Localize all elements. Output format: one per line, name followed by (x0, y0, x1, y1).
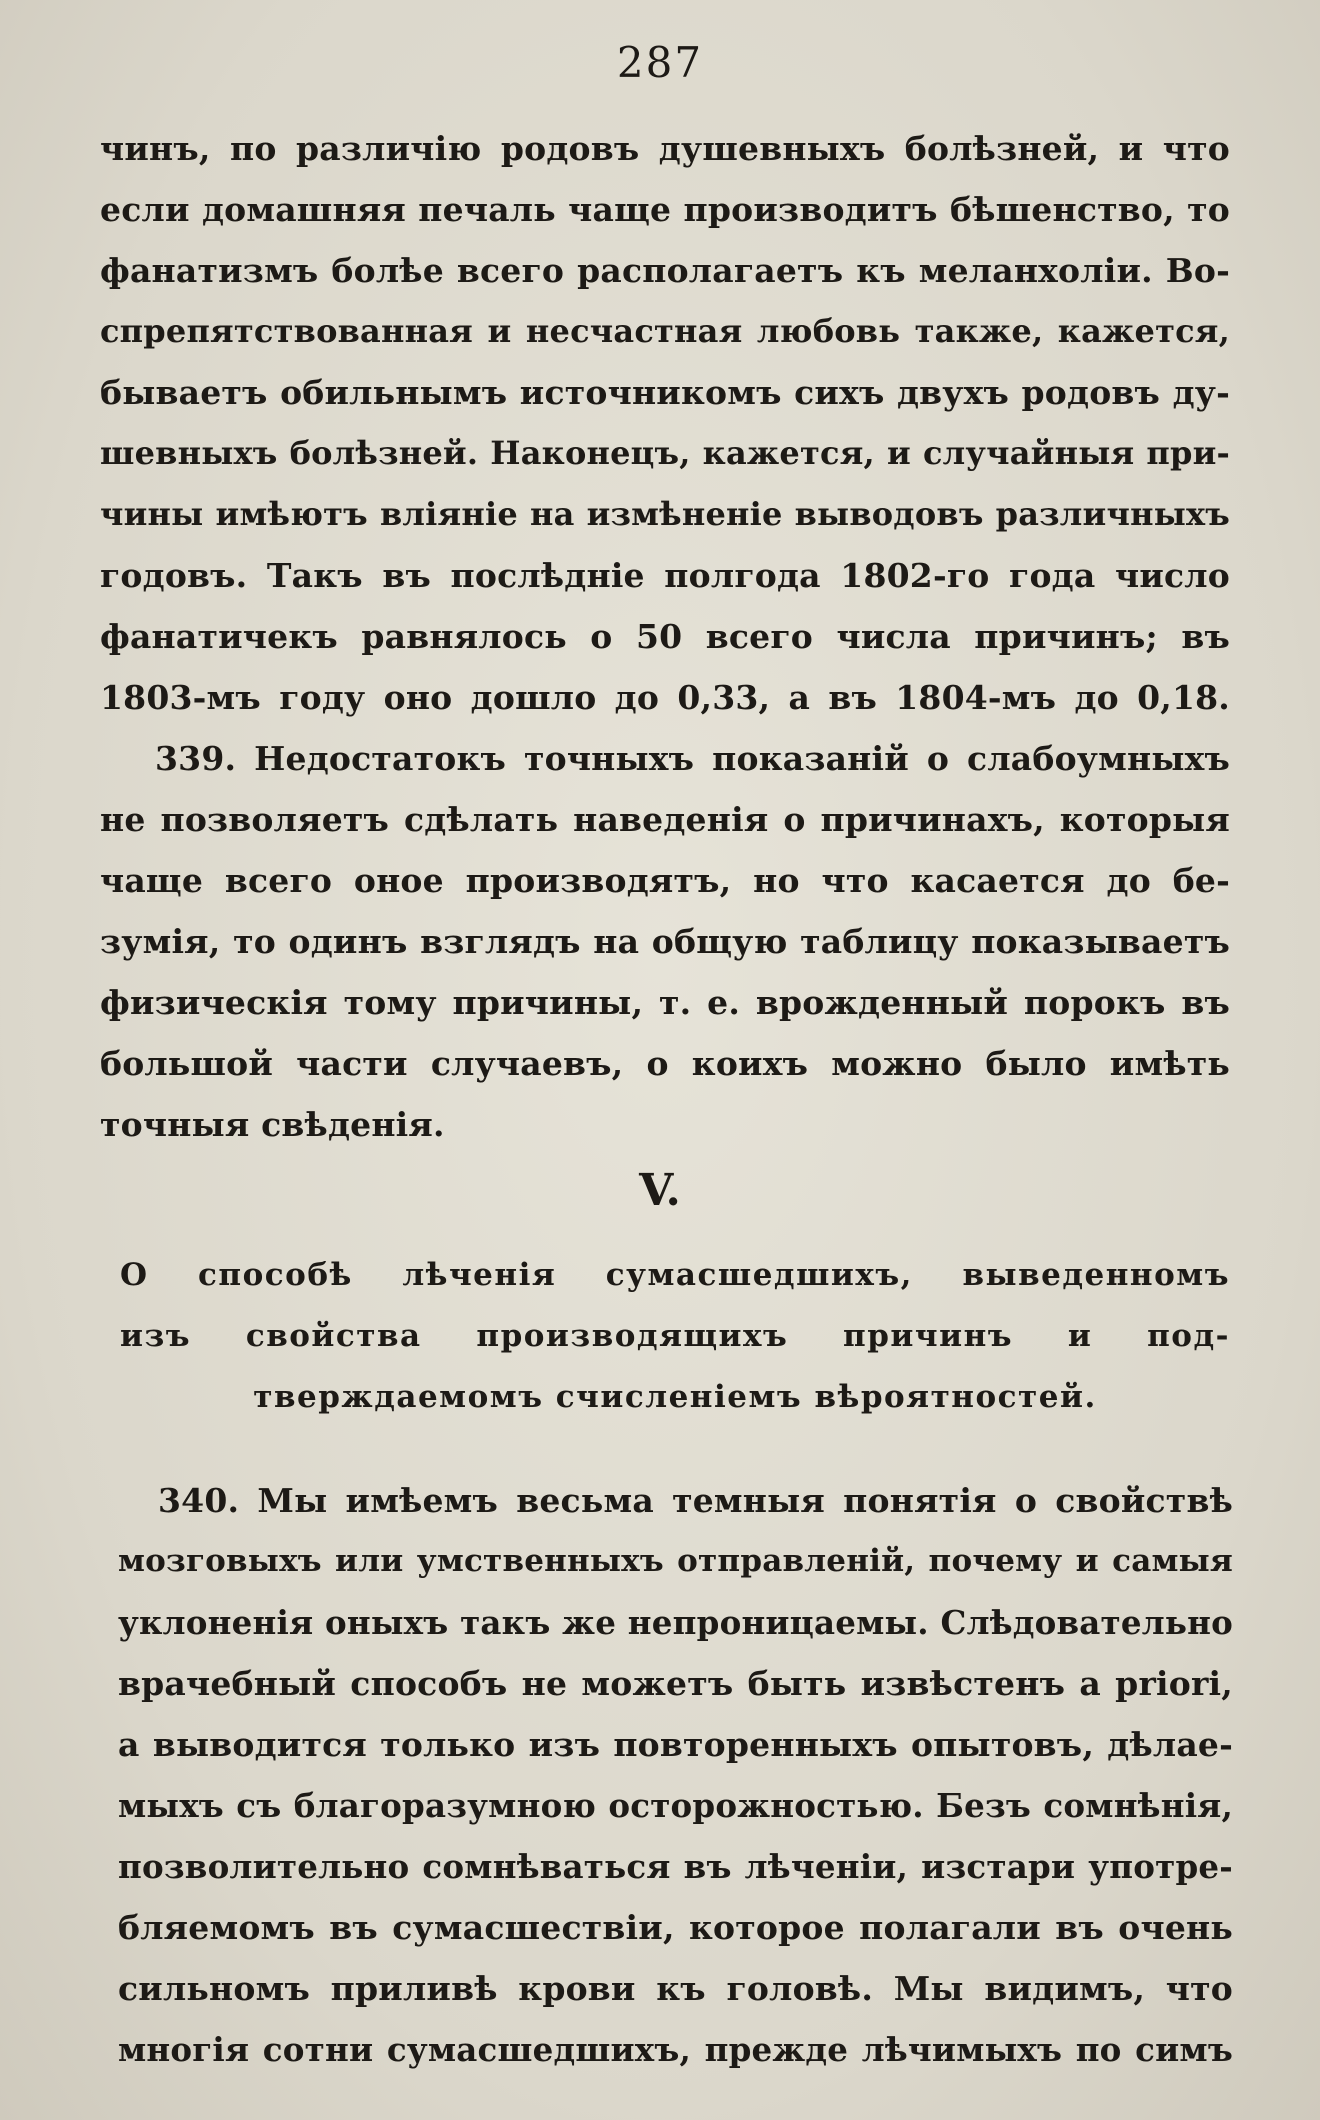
text-line: фанатизмъ болѣе всего располагаетъ къ меланхоліи. Во- (100, 251, 1230, 290)
text-line: мозговыхъ или умственныхъ отправленій, почему и самыя (118, 1543, 1233, 1579)
heading-line: изъ свойства производящихъ причинъ и под- (120, 1318, 1230, 1354)
text-line: 1803-мъ году оно дошло до 0,33, а въ 1804-мъ до 0,18. (100, 678, 1230, 717)
page-number: 287 (616, 38, 704, 87)
text-line: 340. Мы имѣемъ весьма темныя понятія о свойствѣ (158, 1481, 1233, 1520)
text-line: а выводится только изъ повторенныхъ опытовъ, дѣлае- (118, 1725, 1233, 1764)
text-line: врачебный способъ не можетъ быть извѣстенъ a priori, (118, 1664, 1233, 1703)
text-line: спрепятствованная и несчастная любовь также, кажется, (100, 312, 1230, 350)
text-line: шевныхъ болѣзней. Наконецъ, кажется, и случайныя при- (100, 434, 1230, 472)
text-line: большой части случаевъ, о коихъ можно было имѣть (100, 1044, 1230, 1083)
text-line: бываетъ обильнымъ источникомъ сихъ двухъ родовъ ду- (100, 373, 1230, 412)
section-numeral: V. (639, 1165, 681, 1216)
paragraph-340 (118, 1470, 1233, 2080)
text-line: мыхъ съ благоразумною осторожностью. Безъ сомнѣнія, (118, 1786, 1233, 1825)
section-heading (120, 1245, 1230, 1428)
heading-line: тверждаемомъ счисленіемъ вѣроятностей. (253, 1379, 1097, 1415)
text-line: точныя свѣденія. (100, 1105, 445, 1144)
text-line: годовъ. Такъ въ послѣдніе полгода 1802-го года число (100, 556, 1230, 595)
paragraph-1 (100, 118, 1230, 728)
heading-line: О способѣ лѣченія сумасшедшихъ, выведенномъ (120, 1257, 1230, 1293)
text-line: уклоненія оныхъ такъ же непроницаемы. Слѣдовательно (118, 1603, 1233, 1642)
text-line: сильномъ приливѣ крови къ головѣ. Мы видимъ, что (118, 1969, 1233, 2008)
text-line: физическія тому причины, т. е. врожденный порокъ въ (100, 983, 1230, 1022)
paragraph-339 (100, 728, 1230, 1155)
text-line: позволительно сомнѣваться въ лѣченіи, изстари употре- (118, 1847, 1233, 1886)
text-line: не позволяетъ сдѣлать наведенія о причинахъ, которыя (100, 800, 1230, 839)
text-line: чаще всего оное производятъ, но что касается до бе- (100, 861, 1230, 900)
text-line: многія сотни сумасшедшихъ, прежде лѣчимыхъ по симъ (118, 2030, 1233, 2069)
text-line: чины имѣютъ вліяніе на измѣненіе выводовъ различныхъ (100, 495, 1230, 533)
text-line: фанатичекъ равнялось о 50 всего числа причинъ; въ (100, 617, 1230, 656)
text-line: чинъ, по различію родовъ душевныхъ болѣзней, и что (100, 129, 1230, 168)
text-line: зумія, то одинъ взглядъ на общую таблицу показываетъ (100, 922, 1230, 961)
text-line: если домашняя печаль чаще производитъ бѣшенство, то (100, 190, 1230, 229)
text-line: бляемомъ въ сумасшествіи, которое полагали въ очень (118, 1908, 1233, 1947)
text-line: 339. Недостатокъ точныхъ показаній о слабоумныхъ (155, 739, 1230, 778)
